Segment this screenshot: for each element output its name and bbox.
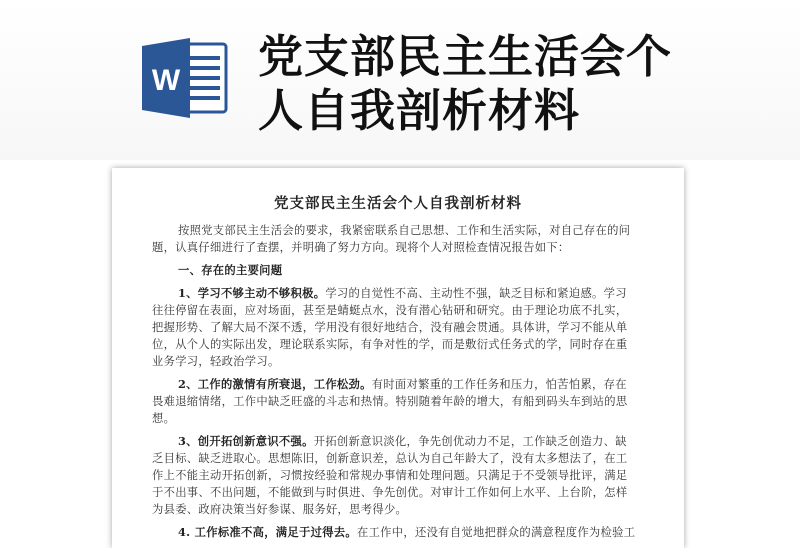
text-line: 按照党支部民主生活会的要求，我紧密联系自己思想、工作和生活实际，对自己存在的问 xyxy=(178,224,631,237)
text-line: 作上不能主动开拓创新，习惯按经验和常规办事情和处理问题。只满足于不受领导批评，满足 xyxy=(152,469,628,482)
text-line: 题，认真仔细进行了查摆，并明确了努力方向。现将个人对照检查情况报告如下： xyxy=(152,241,570,254)
word-icon xyxy=(140,36,230,120)
heading-text: 一、存在的主要问题 xyxy=(178,263,283,277)
text-line: 把握形势、了解大局不深不透，学用没有很好地结合，没有融会贯通。具体讲，学习不能从单 xyxy=(152,321,628,334)
text-line: 于不出事、不出问题，不能做到与时俱进、争先创优。对审计工作如何上水平、上台阶，怎样 xyxy=(152,486,628,499)
para-lead: 3、创开拓创新意识不强。 xyxy=(178,434,314,448)
title-line: 党支部民主生活会个 xyxy=(258,30,673,83)
text-line: 为县委、政府决策当好参谋、服务好，思考得少。 xyxy=(152,503,408,516)
text-line: 乏目标、缺乏进取心。思想陈旧，创新意识差，总认为自己年龄大了，没有太多想法了，在工 xyxy=(152,452,628,465)
text-line: 位，从个人的实际出发，理论联系实际，有争对性的学，而是敷衍式任务式的学，同时存在重 xyxy=(152,338,628,351)
text-line: 业务学习，轻政治学习。 xyxy=(152,355,280,368)
text-line xyxy=(152,524,652,541)
text-line: 想。 xyxy=(152,412,176,425)
header-banner xyxy=(0,0,800,160)
document-page xyxy=(112,168,684,548)
section-heading xyxy=(152,262,652,279)
para-lead: 2、工作的激情有所衰退，工作松劲。 xyxy=(178,377,372,391)
para-lead: 1、学习不够主动不够积极。 xyxy=(178,286,326,300)
text-line xyxy=(152,285,652,302)
para-text: 开拓创新意识淡化，争先创优动力不足，工作缺乏创造力、缺 xyxy=(313,435,627,448)
para-text: 在工作中，还没有自觉地把群众的满意程度作为检验工 xyxy=(356,526,636,539)
document-body xyxy=(152,222,652,541)
text-line: 往往停留在表面，应对场面，甚至是蜻蜓点水，没有潜心钻研和研究。由于理论功底不扎实， xyxy=(152,304,628,317)
page-title xyxy=(258,30,672,138)
para-text: 有时面对繁重的工作任务和压力，怕苦怕累，存在 xyxy=(371,378,627,391)
title-line: 人自我剖析材料 xyxy=(258,84,581,137)
text-line xyxy=(152,376,652,393)
para-lead: 4. 工作标准不高，满足于过得去。 xyxy=(178,525,357,539)
text-line xyxy=(152,433,652,450)
text-line: 畏难退缩情绪，工作中缺乏旺盛的斗志和热情。特别随着年龄的增大，有船到码头车到站的思 xyxy=(152,395,628,408)
document-title: 党支部民主生活会个人自我剖析材料 xyxy=(274,195,522,212)
svg-text:W: W xyxy=(151,64,181,97)
para-text: 学习的自觉性不高、主动性不强，缺乏目标和紧迫感。学习 xyxy=(325,287,627,300)
